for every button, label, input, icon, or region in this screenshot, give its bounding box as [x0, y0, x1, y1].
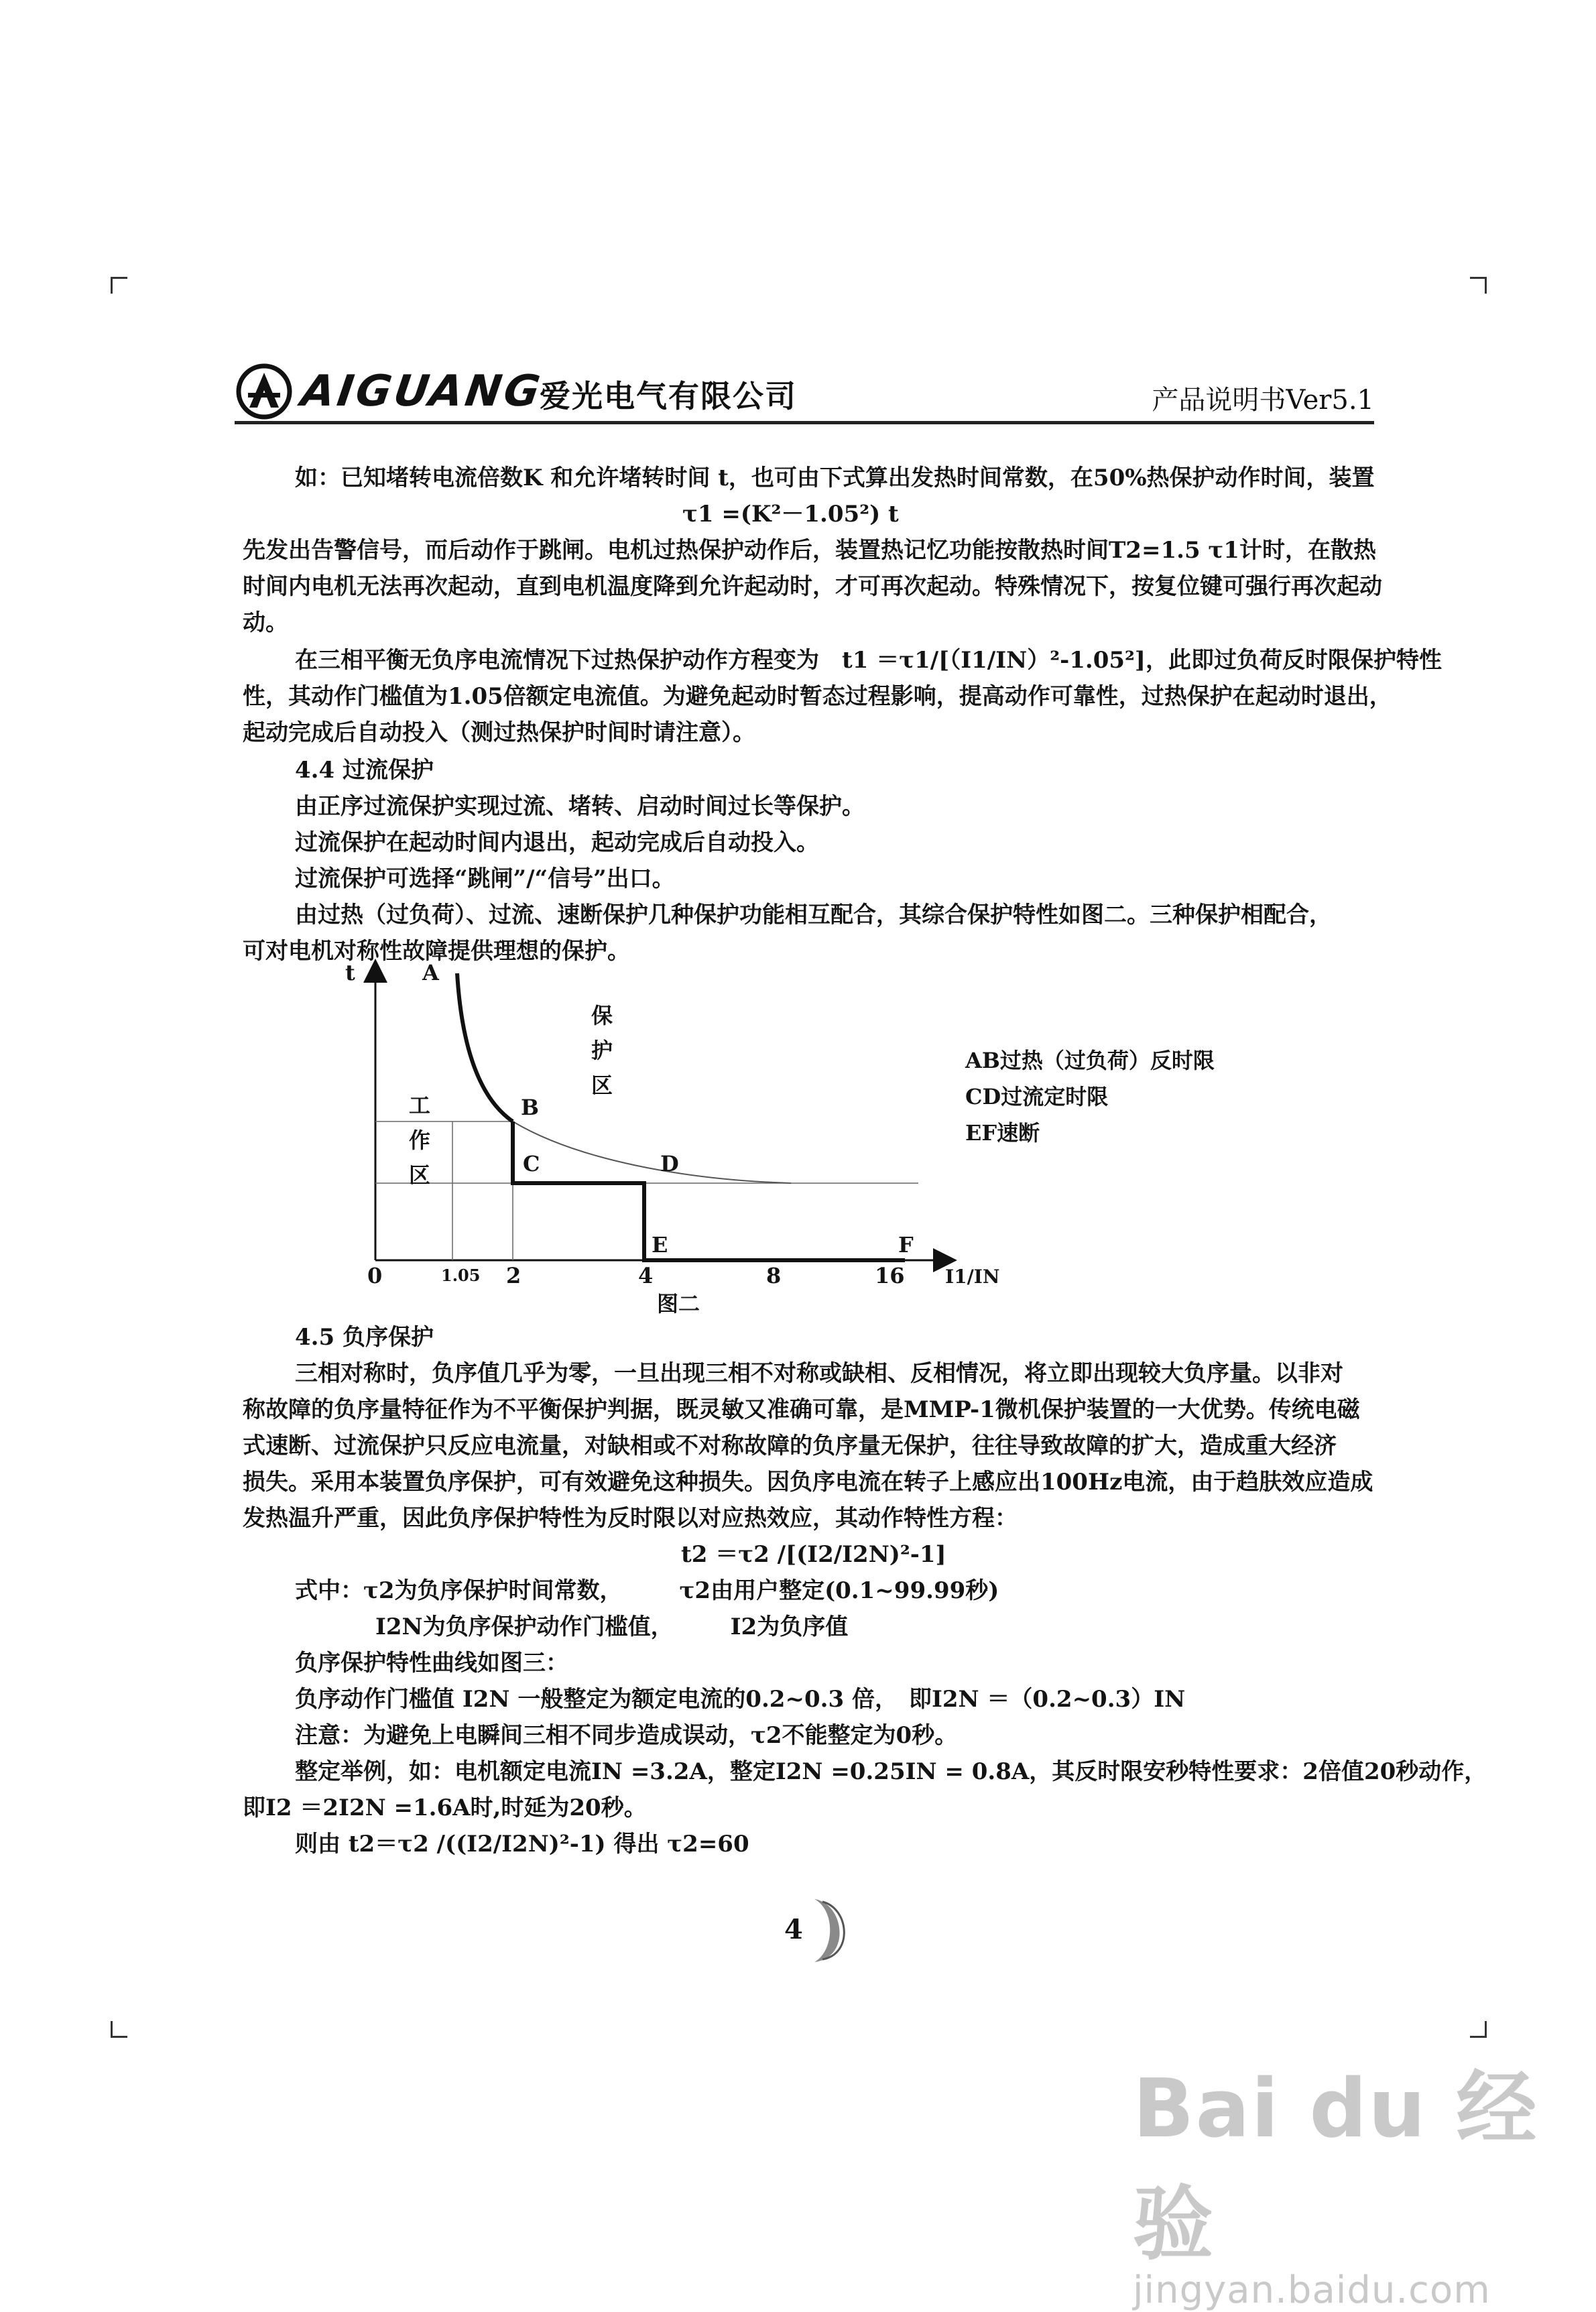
legend-ab: AB过热（过负荷）反时限: [965, 1048, 1215, 1073]
curve-cd-ef: [513, 1121, 905, 1260]
para-cont-2: 时间内电机无法再次起动，直到电机温度降到允许起动时，才可再次起动。特殊情况下，按复位键可强行再次起动: [243, 573, 1382, 600]
sec45-line-3: 式速断、过流保护只反应电流量，对缺相或不对称故障的负序量无保护，往往导致故障的扩大，造成重大经济: [243, 1433, 1337, 1459]
chart-legend: [965, 1042, 1215, 1151]
point-b: B: [521, 1095, 540, 1120]
chart-canvas: [362, 959, 979, 1287]
protect-region-char-2: 护: [591, 1038, 613, 1063]
para-intro: 如：已知堵转电流倍数K 和允许堵转时间 t，也可由下式算出发热时间常数，在50%热保护动作时间，装置: [295, 465, 1375, 491]
page-header: [235, 359, 1374, 419]
example-line-3: 则由 t2＝τ2 /((I2/I2N)²-1) 得出 τ2=60: [295, 1831, 749, 1858]
watermark: [1133, 2045, 1596, 2312]
x-tick-8: 8: [766, 1263, 782, 1288]
sec44-line-3: 过流保护可选择“跳闸”/“信号”出口。: [295, 865, 675, 892]
where-line-1: 式中：τ2为负序保护时间常数， τ2由用户整定(0.1~99.99秒): [295, 1577, 999, 1604]
protect-region-char-3: 区: [591, 1073, 613, 1098]
header-rule: [235, 421, 1374, 424]
company-name: 爱光电气有限公司: [540, 378, 797, 414]
crop-mark-top-right: [1470, 277, 1487, 294]
sec44-line-4: 由过热（过负荷）、过流、速断保护几种保护功能相互配合，其综合保护特性如图二。三种保护相配合，: [295, 902, 1332, 928]
example-line-1: 整定举例，如：电机额定电流IN =3.2A，整定I2N =0.25IN = 0.8A，其反时限安秒特性要求：2倍值20秒动作，: [295, 1758, 1487, 1785]
work-region-char-3: 区: [409, 1162, 431, 1188]
point-a: A: [422, 960, 439, 985]
crop-mark-top-left: [111, 277, 127, 294]
para-balance-1: 在三相平衡无负序电流情况下过热保护动作方程变为 t1 ＝τ1/[（I1/IN）²-1.05²]，此即过负荷反时限保护特性: [295, 647, 1442, 674]
protect-region-char-1: 保: [591, 1003, 613, 1028]
figure-caption: 图二: [657, 1291, 700, 1317]
y-axis-label: t: [345, 960, 355, 985]
para-balance-3: 起动完成后自动投入（测过热保护时间时请注意）。: [243, 719, 755, 746]
point-d: D: [660, 1151, 679, 1176]
para-cont-1: 先发出告警信号，而后动作于跳闸。电机过热保护动作后，装置热记忆功能按散热时间T2=1.5 τ1计时，在散热: [243, 537, 1376, 564]
sec45-line-4: 损失。采用本装置负序保护，可有效避免这种损失。因负序电流在转子上感应出100Hz电流，由于趋肤效应造成: [243, 1469, 1373, 1496]
crop-mark-bottom-right: [1470, 2021, 1487, 2038]
brand-wordmark: AIGUANG: [298, 367, 546, 416]
x-tick-4: 4: [638, 1263, 654, 1288]
legend-ef: EF速断: [965, 1120, 1040, 1146]
section-4-4-title: 4.4 过流保护: [295, 757, 434, 784]
sec45-line-5: 发热温升严重，因此负序保护特性为反时限以对应热效应，其动作特性方程：: [243, 1505, 1018, 1532]
page-number: 4: [784, 1914, 803, 1945]
curve-ab: [457, 973, 513, 1121]
example-line-2: 即I2 ＝2I2N =1.6A时,时延为20秒。: [243, 1794, 647, 1821]
legend-cd: CD过流定时限: [965, 1084, 1109, 1109]
x-tick-16: 16: [875, 1263, 905, 1288]
formula-tau1: τ1 =(K²－1.05²) t: [682, 501, 899, 528]
work-region-char-1: 工: [409, 1093, 431, 1118]
point-c: C: [523, 1151, 540, 1176]
sec45-line-2: 称故障的负序量特征作为不平衡保护判据，既灵敏又准确可靠，是MMP-1微机保护装置的一大优势。传统电磁: [243, 1396, 1360, 1423]
company-logo-icon: [235, 362, 294, 421]
curve-ref: 负序保护特性曲线如图三：: [295, 1650, 568, 1677]
formula-t2: t2 ＝τ2 /[(I2/I2N)²-1]: [681, 1541, 946, 1568]
doc-title: 产品说明书Ver5.1: [1152, 385, 1374, 416]
x-tick-1-05: 1.05: [441, 1266, 481, 1285]
point-f: F: [898, 1232, 914, 1258]
sec45-line-1: 三相对称时，负序值几乎为零，一旦出现三相不对称或缺相、反相情况，将立即出现较大负序量。以非对: [295, 1360, 1343, 1387]
section-4-5-title: 4.5 负序保护: [295, 1324, 434, 1351]
sec44-line-2: 过流保护在起动时间内退出，起动完成后自动投入。: [295, 829, 819, 856]
work-region-char-2: 作: [409, 1128, 431, 1153]
note-line: 注意：为避免上电瞬间三相不同步造成误动，τ2不能整定为0秒。: [295, 1722, 958, 1749]
crop-mark-bottom-left: [111, 2021, 127, 2038]
watermark-brand: Bai du 经验: [1133, 2063, 1538, 2271]
sec44-line-5: 可对电机对称性故障提供理想的保护。: [243, 938, 630, 965]
threshold-line: 负序动作门槛值 I2N 一般整定为额定电流的0.2~0.3 倍， 即I2N ＝（0.2~0.3）IN: [295, 1686, 1186, 1713]
curve-thermal-tail: [513, 1121, 791, 1183]
para-cont-3: 动。: [243, 609, 288, 636]
x-tick-2: 2: [506, 1263, 521, 1288]
x-tick-0: 0: [367, 1263, 383, 1288]
para-balance-2: 性，其动作门槛值为1.05倍额定电流值。为避免起动时暂态过程影响，提高动作可靠性，过热保护在起动时退出，: [243, 683, 1392, 710]
x-axis-label: I1/IN: [945, 1266, 1000, 1288]
where-line-2: I2N为负序保护动作门槛值， I2为负序值: [375, 1614, 849, 1640]
sec44-line-1: 由正序过流保护实现过流、堵转、启动时间过长等保护。: [295, 793, 865, 820]
point-e: E: [652, 1232, 668, 1258]
watermark-url: jingyan.baidu.com: [1133, 2268, 1491, 2312]
